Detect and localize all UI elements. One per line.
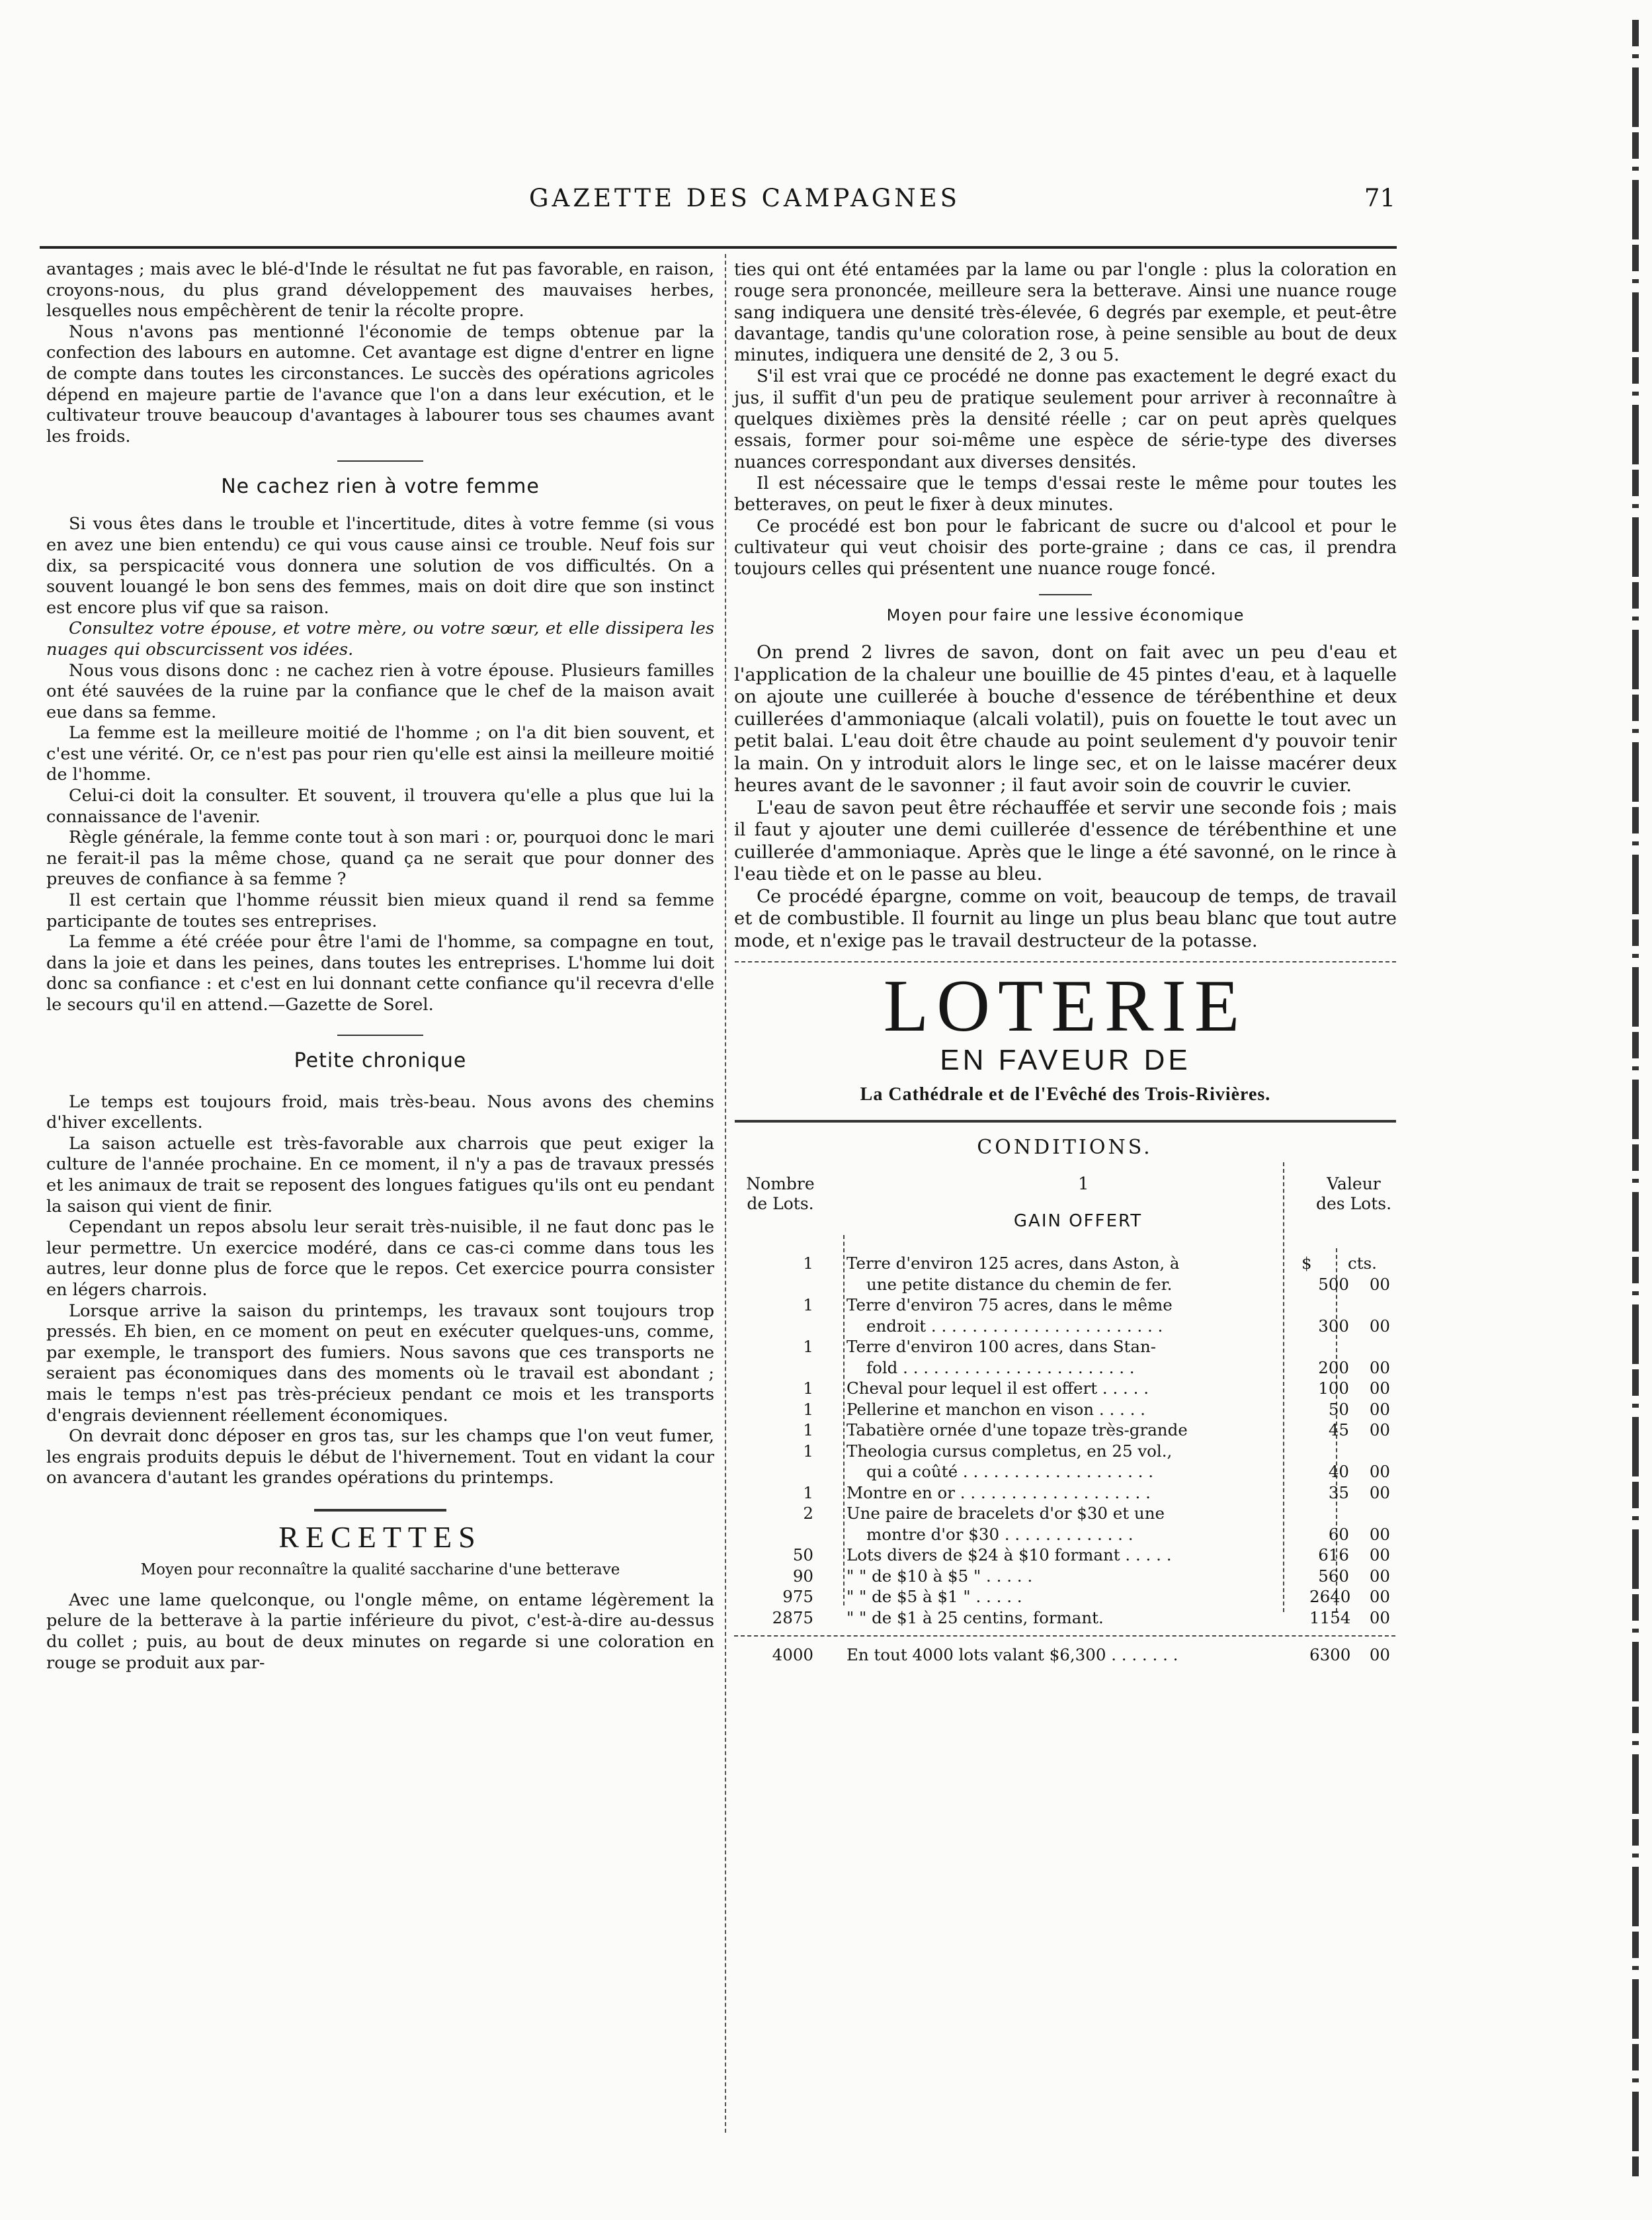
- section-separator: [337, 1035, 423, 1036]
- lessive-paragraph: On prend 2 livres de savon, dont on fait avec un peu d'eau et l'application de la chaleur une bouillie de 45 pintes d'eau, et à laquelle on ajoute une cuillerée à bouche d'essence de térébenthine et deux cuillerées d'ammoniaque (alcali volatil), puis on fouette le tout avec un petit balai. L'eau doit être chaude au point seulement d'y pouvoir tenir la main. On y introduit alors le linge sec, et on le laisse macérer deux heures avant de le savonner ; il faut avoir soin de couvrir le cuvier.: [734, 642, 1397, 796]
- lessive-paragraph: Ce procédé épargne, comme on voit, beaucoup de temps, de travail et de combustible. Il fournit au linge un plus beau blanc que tout autre mode, et n'exige pas le travail destructeur de la potasse.: [734, 885, 1397, 951]
- article-paragraph: Cependant un repos absolu leur serait très-nuisible, il ne faut donc pas le leur permettre. Un exercice modéré, dans ce cas-ci comme dans tous les autres, leur donne plus de force que le repos. Cet exercice pourra consister en légers charrois.: [46, 1217, 714, 1300]
- article-paragraph: Si vous êtes dans le trouble et l'incertitude, dites à votre femme (si vous en avez une bien entendu) ce qui vous cause ainsi ce trouble. Neuf fois sur dix, sa perspicacité vous donnera une solution de vos difficultés. On a souvent louangé le bon sens des femmes, mais on doit dire que son instinct est encore plus vif que sa raison.: [46, 514, 714, 618]
- article-paragraph: Nous vous disons donc : ne cachez rien à votre épouse. Plusieurs familles ont été sauvées de la ruine par la confiance que le chef de la maison avait eue dans sa femme.: [46, 660, 714, 722]
- table-row: montre d'or $30 . . . . . . . . . . . . . 60 00: [866, 1524, 1390, 1544]
- article-paragraph: Consultez votre épouse, et votre mère, ou votre sœur, et elle dissipera les nuages qui obscurcissent vos idées.: [46, 619, 714, 660]
- article-paragraph: Avec une lame quelconque, ou l'ongle même, on entame légèrement la pelure de la betterave à la partie inférieure du pivot, c'est-à-dire au-dessus du collet ; puis, au bout de deux minutes on regarde si une coloration en rouge se produit aux par-: [46, 1590, 714, 1673]
- table-row: 1 Terre d'environ 100 acres, dans Stan-: [803, 1337, 1157, 1357]
- col-header-nombre: Nombre de Lots.: [746, 1174, 815, 1214]
- table-total-row: 4000 En tout 4000 lots valant $6,300 . . . . . . . 6300 00: [772, 1645, 1390, 1665]
- lessive-paragraph: L'eau de savon peut être réchauffée et servir une seconde fois ; mais il faut y ajouter une demi cuillerée d'essence de térébenthine et une cuillerée d'ammoniaque. Après que le linge a été savonné, on le rince à l'eau tiède et on le passe au bleu.: [734, 796, 1397, 885]
- section-separator: [735, 961, 1396, 962]
- table-row: 1 Pellerine et manchon en vison . . . . . 50 00: [803, 1399, 1390, 1419]
- table-row: 1 Montre en or . . . . . . . . . . . . . . . . . . . 35 00: [803, 1482, 1390, 1502]
- table-row: 1 Tabatière ornée d'une topaze très-grande 45 00: [803, 1420, 1390, 1440]
- section-separator: [314, 1509, 446, 1512]
- article-paragraph: Règle générale, la femme conte tout à son mari : or, pourquoi donc le mari ne ferait-il pas la même chose, quand ça ne serait que pour donner des preuves de confiance à sa femme ?: [46, 828, 714, 890]
- table-row: 2 Une paire de bracelets d'or $30 et une: [803, 1504, 1165, 1523]
- article-paragraph: La saison actuelle est très-favorable aux charrois que peut exiger la culture de l'année prochaine. En ce moment, il n'y a pas de travaux pressés et les animaux de trait se reposent des longues fatigues qu'ils ont eu pendant la saison qui vient de finir.: [46, 1133, 714, 1217]
- currency-dollar: $: [1301, 1254, 1312, 1273]
- scan-edge-artifact: [1619, 0, 1652, 2220]
- table-row: fold . . . . . . . . . . . . . . . . . . . . . . . 200 00: [866, 1357, 1390, 1377]
- table-row: 50 Lots divers de $24 à $10 formant . . . . . 616 00: [792, 1545, 1390, 1565]
- newspaper-title: GAZETTE DES CAMPAGNES: [529, 184, 961, 212]
- article-title-femme: Ne cachez rien à votre femme: [221, 475, 540, 499]
- section-separator: [1039, 594, 1092, 595]
- article-paragraph: La femme a été créée pour être l'ami de l'homme, sa compagne en tout, dans la joie et dans les peines, dans toutes les entreprises. L'homme lui doit donc sa confiance : et c'est en lui donnant cette confiance qu'il recevra d'elle le secours qu'il en attend.—Gazette de Sorel.: [46, 932, 714, 1015]
- recette-continuation: ties qui ont été entamées par la lame ou par l'ongle : plus la coloration en rouge sera prononcée, meilleure sera la betterave. Ainsi une nuance rouge sang indiquera une densité très-élevée, 6 degrés par exemple, et peut-être davantage, tandis qu'une coloration rose, à peine sensible au bout de deux minutes, indiquera une densité de 2, 3 ou 5.: [734, 260, 1397, 366]
- header-rule: [40, 246, 1397, 249]
- page-number: 71: [1364, 184, 1395, 212]
- intro-paragraph: Nous n'avons pas mentionné l'économie de temps obtenue par la confection des labours en automne. Cet avantage est digne d'entrer en ligne de compte dans toutes les circonstances. Le succès des opérations agricoles dépend en majeure partie de l'avance que l'on a dans leur exécution, et le cultivateur trouve beaucoup d'avantages à labourer tous ses chaumes avant les froids.: [46, 321, 714, 447]
- currency-cents: cts.: [1348, 1254, 1377, 1273]
- article-paragraph: Il est certain que l'homme réussit bien mieux quand il rend sa femme participante de toutes ses entreprises.: [46, 890, 714, 931]
- loterie-subtitle: EN FAVEUR DE: [940, 1044, 1191, 1077]
- table-row: 2875 " " de $1 à 25 centins, formant. 1154 00: [772, 1607, 1390, 1627]
- recette-continuation: S'il est vrai que ce procédé ne donne pas exactement le degré exact du jus, il suffit d'un peu de pratique seulement pour arriver à reconnaître à quelques dixièmes près la densité réelle ; car on peut après quelques essais, former pour soi-même une espèce de série-type des diverses nuances correspondant aux diverses densités.: [734, 366, 1397, 472]
- left-column: [46, 259, 714, 1674]
- table-row: qui a coûté . . . . . . . . . . . . . . . . . . . 40 00: [866, 1462, 1390, 1482]
- col-header-valeur: Valeur des Lots.: [1315, 1174, 1392, 1214]
- article-paragraph: Lorsque arrive la saison du printemps, les travaux sont toujours trop pressés. Eh bien, en ce moment on peut en exécuter quelques-uns, comme, par exemple, le transport des fumiers. Nous savons que ces transports ne seraient pas économiques dans des moments où le travail est abondant ; mais le temps n'est pas très-précieux pendant ce mois et les transports d'engrais deviennent réellement économiques.: [46, 1301, 714, 1426]
- table-row: une petite distance du chemin de fer. 500 00: [866, 1274, 1390, 1294]
- table-row: 1 Terre d'environ 125 acres, dans Aston, à: [803, 1254, 1180, 1273]
- article-paragraph: Celui-ci doit la consulter. Et souvent, il trouvera qu'elle a plus que lui la connaissance de l'avenir.: [46, 786, 714, 827]
- right-column: [734, 259, 1397, 1666]
- table-row: 1 Cheval pour lequel il est offert . . . . . 100 00: [803, 1379, 1390, 1398]
- lottery-table: [734, 1123, 1397, 1639]
- col-header-one: 1: [1078, 1174, 1089, 1195]
- table-row: 90 " " de $10 à $5 " . . . . . 560 00: [792, 1566, 1390, 1586]
- table-row: 1 Theologia cursus completus, en 25 vol.,: [803, 1441, 1173, 1461]
- lessive-title: Moyen pour faire une lessive économique: [886, 606, 1245, 625]
- recettes-subtitle: Moyen pour reconnaître la qualité saccharine d'une betterave: [140, 1560, 620, 1578]
- article-title-chronique: Petite chronique: [294, 1048, 467, 1072]
- loterie-title: LOTERIE: [883, 965, 1248, 1048]
- table-total-rule: [734, 1635, 1395, 1637]
- article-paragraph: La femme est la meilleure moitié de l'homme ; on l'a dit bien souvent, et c'est une vérité. Or, ce n'est pas pour rien qu'elle est ainsi la meilleure moitié de l'homme.: [46, 723, 714, 785]
- table-row: endroit . . . . . . . . . . . . . . . . . . . . . . . 300 00: [866, 1316, 1390, 1336]
- col-header-gain: GAIN OFFERT: [1013, 1211, 1143, 1232]
- recette-continuation: Il est nécessaire que le temps d'essai reste le même pour toutes les betteraves, on peut le fixer à deux minutes.: [734, 473, 1397, 515]
- conditions-heading: CONDITIONS.: [977, 1136, 1153, 1160]
- recettes-title: RECETTES: [278, 1519, 482, 1554]
- loterie-beneficiary: La Cathédrale et de l'Evêché des Trois-Rivières.: [860, 1084, 1271, 1105]
- section-separator: [337, 460, 423, 462]
- table-row: 975 " " de $5 à $1 " . . . . . 2640 00: [782, 1587, 1390, 1607]
- article-paragraph: Le temps est toujours froid, mais très-beau. Nous avons des chemins d'hiver excellents.: [46, 1091, 714, 1133]
- column-divider: [725, 254, 726, 2133]
- recette-continuation: Ce procédé est bon pour le fabricant de sucre ou d'alcool et pour le cultivateur qui veut choisir des porte-graine ; dans ce cas, il prendra toujours celles qui présentent une nuance rouge foncé.: [734, 516, 1397, 579]
- article-paragraph: On devrait donc déposer en gros tas, sur les champs que l'on veut fumer, les engrais produits depuis le début de l'hivernement. Tout en vidant la cour on avancera d'autant les grandes opérations du printemps.: [46, 1426, 714, 1488]
- intro-paragraph: avantages ; mais avec le blé-d'Inde le résultat ne fut pas favorable, en raison, croyons-nous, du plus grand développement des mauvaises herbes, lesquelles nous empêchèrent de tenir la récolte propre.: [46, 259, 714, 321]
- page-header: [40, 184, 1395, 224]
- table-row: 1 Terre d'environ 75 acres, dans le même: [803, 1295, 1173, 1315]
